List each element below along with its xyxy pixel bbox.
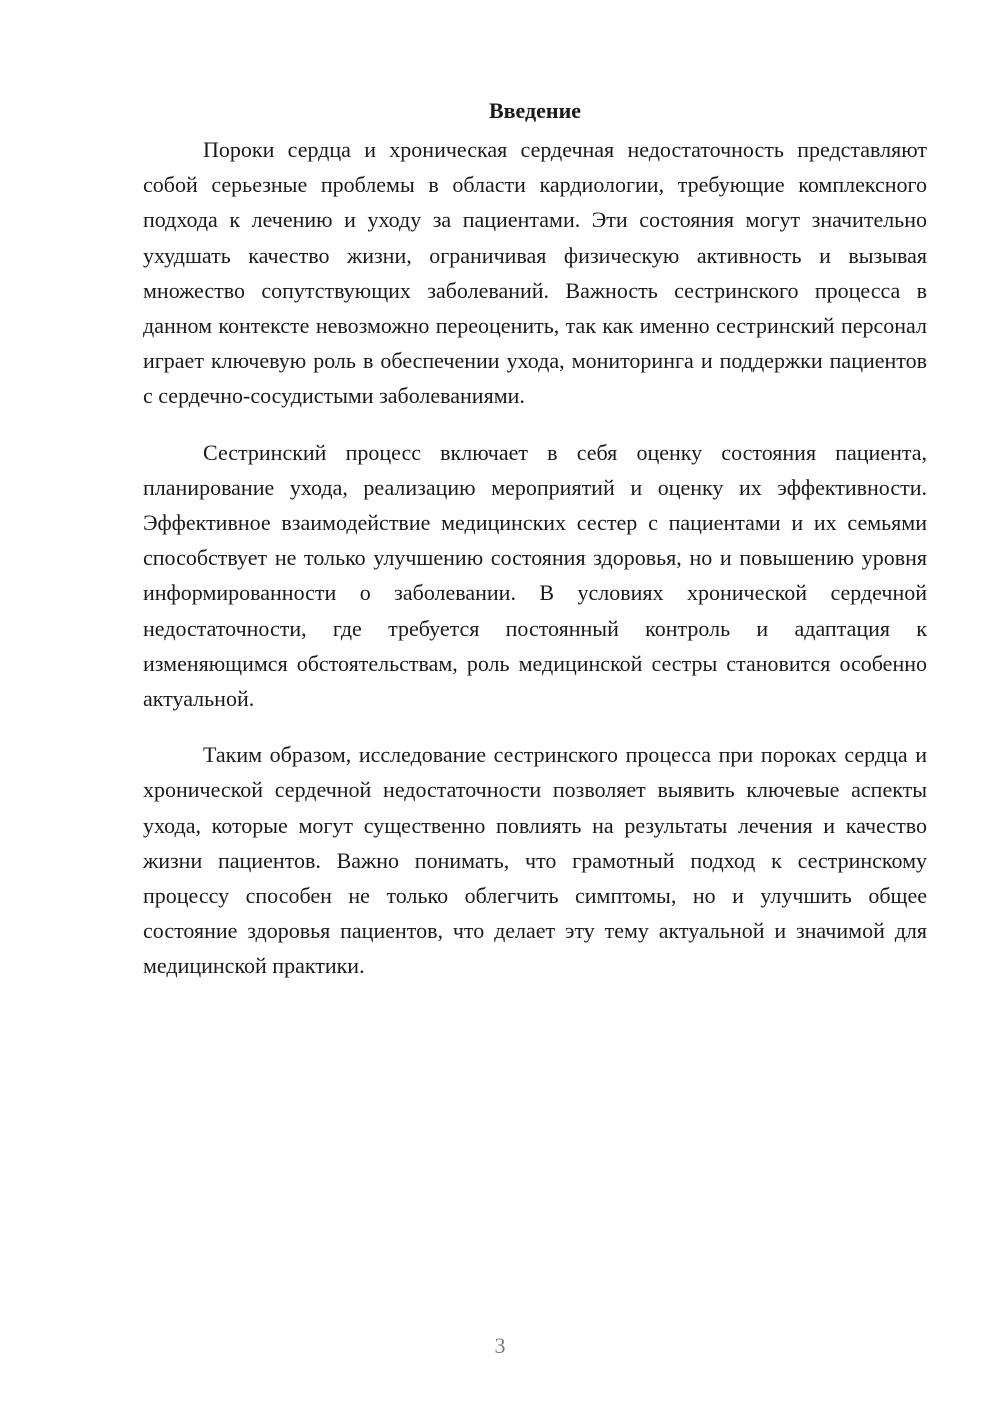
page-content: [143, 96, 927, 1005]
paragraph-1: Пороки сердца и хроническая сердечная недостаточность представляют собой серьезные проблемы в области кардиологии, требующие комплексного подхода к лечению и уходу за пациентами. Эти состояния могут значительно ухудшать качество жизни, ограничивая физическую активность и вызывая множество сопутствующих заболеваний. Важность сестринского процесса в данном контексте невозможно переоценить, так как именно сестринский персонал играет ключевую роль в обеспечении ухода, мониторинга и поддержки пациентов с сердечно-сосудистыми заболеваниями.: [143, 137, 927, 409]
section-heading: Введение: [488, 98, 582, 123]
page-number: 3: [494, 1333, 506, 1358]
paragraph-2: Сестринский процесс включает в себя оценку состояния пациента, планирование ухода, реализацию мероприятий и оценку их эффективности. Эффективное взаимодействие медицинских сестер с пациентами и их семьями способствует не только улучшению состояния здоровья, но и повышению уровня информированности о заболевании. В условиях хронической сердечной недостаточности, где требуется постоянный контроль и адаптация к изменяющимся обстоятельствам, роль медицинской сестры становится особенно актуальной.: [143, 439, 927, 712]
paragraph-3: Таким образом, исследование сестринского процесса при пороках сердца и хронической сердечной недостаточности позволяет выявить ключевые аспекты ухода, которые могут существенно повлиять на результаты лечения и качество жизни пациентов. Важно понимать, что грамотный подход к сестринскому процессу способен не только облегчить симптомы, но и улучшить общее состояние здоровья пациентов, что делает эту тему актуальной и значимой для медицинской практики.: [143, 742, 927, 979]
